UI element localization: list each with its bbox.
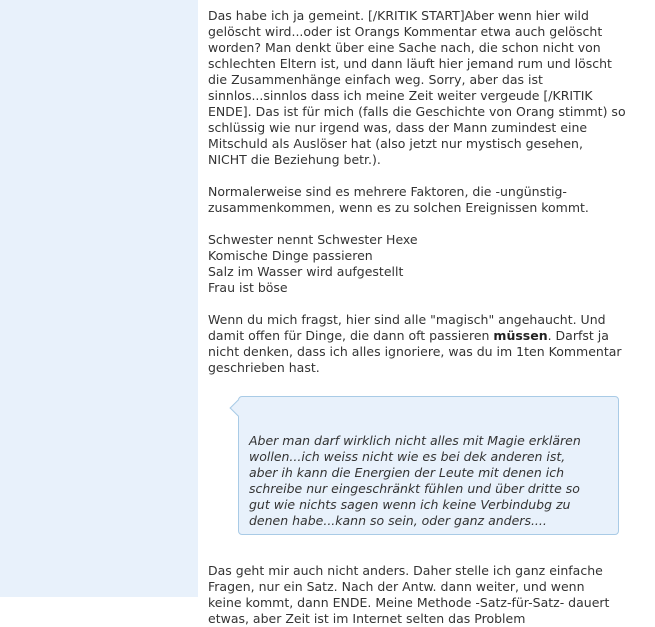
paragraph-list: Schwester nennt Schwester Hexe Komische Dinge passieren Salz im Wasser wird aufgestellt Frau ist böse bbox=[208, 232, 418, 295]
paragraph-methode: Das geht mir auch nicht anders. Daher stelle ich ganz einfache Fragen, nur ein Satz. Nach der Antw. dann weiter, und wenn keine kommt, dann ENDE. Meine Methode -Satz-für-Satz- dauert etwas, aber Zeit ist im Internet selten das Problem bbox=[208, 563, 610, 626]
paragraph-magisch-part1: Wenn du mich fragst, hier sind alle "magisch" angehaucht. Und damit offen für Dinge, die dann oft passieren bbox=[208, 312, 606, 343]
comment-body bbox=[208, 8, 652, 627]
quote-pointer bbox=[230, 400, 247, 417]
left-sidebar bbox=[0, 0, 198, 597]
paragraph-magisch-part2: . Darfst ja nicht denken, dass ich alles ignoriere, was du im 1ten Kommentar geschrieben hast. bbox=[208, 328, 622, 375]
paragraph-magisch bbox=[208, 312, 652, 376]
paragraph-faktoren: Normalerweise sind es mehrere Faktoren, die -ungünstig- zusammenkommen, wenn es zu solchen Ereignissen kommt. bbox=[208, 184, 589, 215]
paragraph-kritik: Das habe ich ja gemeint. [/KRITIK START]Aber wenn hier wild gelöscht wird...oder ist Orangs Kommentar etwa auch gelöscht worden? Man denkt über eine Sache nach, die schon nicht von schlechten Eltern ist, und dann läuft hier jemand rum und löscht die Zusammenhänge einfach weg. Sorry, aber das ist sinnlos...sinnlos dass ich meine Zeit weiter vergeude [/KRITIK ENDE]. Das ist für mich (falls die Geschichte von Orang stimmt) so schlüssig wie nur irgend was, dass der Mann zumindest eine Mitschuld als Auslöser hat (also jetzt nur mystisch gesehen, NICHT die Beziehung betr.). bbox=[208, 8, 626, 167]
quote-bubble bbox=[238, 396, 619, 535]
quote-text: Aber man darf wirklich nicht alles mit Magie erklären wollen...ich weiss nicht wie es bei dek anderen ist, aber ih kann die Energien der Leute mit denen ich schreibe nur eingeschränkt fühlen und über dritte so gut wie nichts sagen wenn ich keine Verbindubg zu denen habe...kann so sein, oder ganz anders.... bbox=[249, 433, 581, 528]
bold-muessen: müssen bbox=[493, 328, 548, 343]
